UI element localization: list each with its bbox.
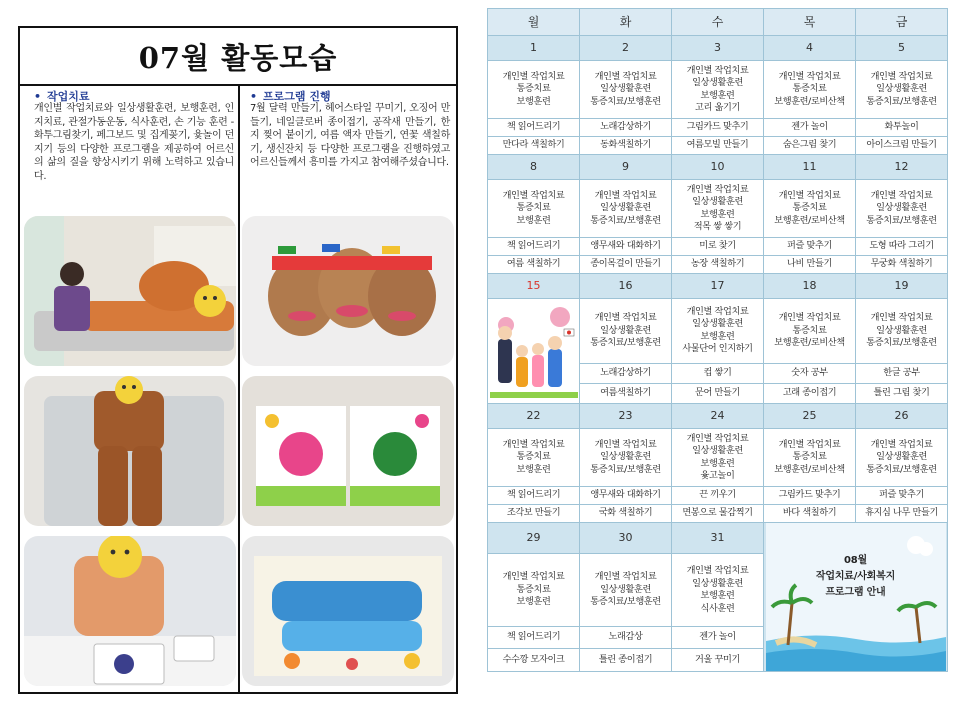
program-line: 통증치료	[792, 202, 827, 214]
activity-cell: 앵무새와 대화하기	[580, 487, 672, 505]
program-line: 통증치료/보행훈련	[590, 214, 661, 226]
activity-row	[488, 238, 948, 256]
photo-paper-masks	[242, 216, 454, 366]
program-line: 통증치료	[516, 583, 551, 595]
activity-cell: 젠가 놀이	[672, 626, 764, 649]
activity-cell: 퍼즐 맞추기	[856, 487, 948, 505]
date-row	[488, 36, 948, 61]
activity-row	[488, 487, 948, 505]
date-number: 22	[488, 404, 580, 429]
program-line: 보행훈련	[700, 208, 735, 220]
program-line: 개인별 작업치료	[594, 438, 657, 450]
activity-cell: 조각보 만들기	[488, 505, 580, 523]
program-line: 통증치료/보행훈련	[866, 337, 937, 349]
date-number: 25	[764, 404, 856, 429]
program-line: 개인별 작업치료	[778, 312, 841, 324]
photo-summer-poster	[242, 536, 454, 686]
title-box	[20, 28, 456, 86]
date-number: 30	[580, 523, 672, 554]
program-line: 통증치료/보행훈련	[866, 214, 937, 226]
program-line: 통증치료	[792, 451, 827, 463]
page-title: 07월 활동모습	[138, 40, 338, 75]
activity-cell: 바다 색칠하기	[764, 505, 856, 523]
activity-cell: 고래 종이접기	[764, 383, 856, 403]
date-number: 15	[488, 274, 580, 299]
program-line: 일상생활훈련	[600, 583, 651, 595]
program-line: 개인별 작업치료	[870, 312, 933, 324]
activity-cell: 동화색칠하기	[580, 137, 672, 155]
weekday-header: 화	[580, 9, 672, 36]
date-row	[488, 523, 948, 554]
date-number: 3	[672, 36, 764, 61]
activity-cell: 미로 찾기	[672, 238, 764, 256]
col1-heading: • 작업치료	[34, 90, 90, 103]
activity-cell: 책 읽어드리기	[488, 487, 580, 505]
activity-cell: 노래감상	[580, 626, 672, 649]
activity-row	[488, 256, 948, 274]
activity-cell: 책 읽어드리기	[488, 238, 580, 256]
program-line: 보행훈련/로비산책	[774, 463, 845, 475]
col2-text: 7월 달력 만들기, 헤어스타일 꾸미기, 오징어 만들기, 네일클로버 종이접기, 공작새 만들기, 한지 찢어 붙이기, 여름 액자 만들기, 연꽃 색칠하기, 생신잔치 등 다양한 프로그램을 진행하였고 어르신들께서 흥미를 가지고 참여해주셨습니다.	[250, 103, 450, 169]
program-row	[488, 429, 948, 487]
date-number: 18	[764, 274, 856, 299]
activity-cell: 노래감상하기	[580, 363, 672, 383]
program-cell	[488, 429, 580, 487]
program-cell	[580, 61, 672, 119]
program-cell	[580, 429, 672, 487]
program-row	[488, 299, 948, 364]
program-line: 보행훈련	[700, 590, 735, 602]
activity-cell: 노래감상하기	[580, 119, 672, 137]
activity-cell: 나비 만들기	[764, 256, 856, 274]
program-line: 개인별 작업치료	[594, 189, 657, 201]
bullet-icon: •	[34, 90, 42, 103]
activity-cell: 컵 쌓기	[672, 363, 764, 383]
program-line: 사물단어 인지하기	[682, 343, 753, 355]
calendar	[487, 8, 948, 710]
activity-cell: 책 읽어드리기	[488, 119, 580, 137]
program-cell	[856, 180, 948, 238]
program-cell	[580, 299, 672, 364]
activity-cell: 종이목걸이 만들기	[580, 256, 672, 274]
notice-line2: 작업치료/사회복지	[815, 571, 896, 582]
program-line: 개인별 작업치료	[502, 571, 565, 583]
column-divider	[238, 84, 240, 692]
holiday-illustration	[488, 299, 580, 404]
program-cell	[488, 61, 580, 119]
program-line: 개인별 작업치료	[778, 189, 841, 201]
program-cell	[856, 429, 948, 487]
program-line: 일상생활훈련	[876, 83, 927, 95]
program-row	[488, 61, 948, 119]
program-line: 적목 쌓 쌓기	[693, 221, 742, 232]
weekday-header: 금	[856, 9, 948, 36]
program-cell	[764, 429, 856, 487]
weekday-header: 목	[764, 9, 856, 36]
photo-compression-therapy	[24, 376, 236, 526]
program-line: 일상생활훈련	[600, 83, 651, 95]
activity-row	[488, 119, 948, 137]
activity-cell: 틀린 종이접기	[580, 649, 672, 672]
activity-cell: 젠가 놀이	[764, 119, 856, 137]
program-line: 일상생활훈련	[600, 202, 651, 214]
program-row	[488, 180, 948, 238]
program-line: 개인별 작업치료	[594, 70, 657, 82]
program-line: 개인별 작업치료	[686, 183, 749, 195]
activity-cell: 국화 색칠하기	[580, 505, 672, 523]
notice-text	[766, 553, 946, 601]
program-line: 고리 옮기기	[695, 102, 740, 113]
program-line: 보행훈련	[700, 457, 735, 469]
activity-cell: 문어 만들기	[672, 383, 764, 403]
program-line: 통증치료/보행훈련	[866, 95, 937, 107]
program-line: 개인별 작업치료	[686, 432, 749, 444]
program-cell	[488, 554, 580, 627]
program-line: 보행훈련/로비산책	[774, 214, 845, 226]
program-cell	[672, 429, 764, 487]
liberation-day-icon	[490, 299, 578, 403]
activity-report-panel	[18, 26, 458, 694]
calendar-table	[487, 8, 948, 672]
program-line: 보행훈련	[700, 89, 735, 101]
program-line: 일상생활훈련	[600, 451, 651, 463]
program-line: 일상생활훈련	[692, 445, 743, 456]
activity-cell: 책 읽어드리기	[488, 626, 580, 649]
notice-month: 08월	[844, 555, 867, 566]
weekday-header: 수	[672, 9, 764, 36]
program-line: 일상생활훈련	[600, 324, 651, 336]
activity-cell: 그림카드 맞추기	[764, 487, 856, 505]
activity-cell: 숨은그림 찾기	[764, 137, 856, 155]
august-program-notice	[764, 523, 948, 672]
program-line: 식사훈련	[700, 602, 735, 614]
program-cell	[856, 299, 948, 364]
program-line: 보행훈련/로비산책	[774, 337, 845, 349]
program-line: 개인별 작업치료	[778, 70, 841, 82]
program-line: 개인별 작업치료	[686, 565, 749, 577]
activity-cell: 무궁화 색칠하기	[856, 256, 948, 274]
notice-line3: 프로그램 안내	[825, 587, 886, 598]
program-cell	[672, 180, 764, 238]
date-row	[488, 274, 948, 299]
program-cell	[672, 61, 764, 119]
program-line: 보행훈련	[516, 214, 551, 226]
photo-card-matching	[24, 536, 236, 686]
activity-cell: 끈 끼우기	[672, 487, 764, 505]
program-line: 일상생활훈련	[692, 577, 743, 589]
program-line: 개인별 작업치료	[502, 438, 565, 450]
activity-cell: 도형 따라 그리기	[856, 238, 948, 256]
program-line: 개인별 작업치료	[778, 438, 841, 450]
program-line: 보행훈련	[516, 463, 551, 475]
program-line: 개인별 작업치료	[594, 571, 657, 583]
weekday-header: 월	[488, 9, 580, 36]
program-line: 보행훈련	[516, 95, 551, 107]
program-line: 개인별 작업치료	[502, 70, 565, 82]
program-line: 통증치료/보행훈련	[590, 95, 661, 107]
activity-cell: 여름색칠하기	[580, 383, 672, 403]
activity-cell: 여름모빌 만들기	[672, 137, 764, 155]
activity-cell: 화투놀이	[856, 119, 948, 137]
program-line: 통증치료	[516, 83, 551, 95]
program-line: 개인별 작업치료	[686, 305, 749, 317]
program-cell	[764, 61, 856, 119]
program-cell	[764, 299, 856, 364]
photo-coloring-pages	[242, 376, 454, 526]
program-line: 개인별 작업치료	[594, 312, 657, 324]
date-number: 26	[856, 404, 948, 429]
notice-wrapper	[766, 523, 946, 671]
activity-cell: 휴지심 나무 만들기	[856, 505, 948, 523]
activity-cell: 한글 공부	[856, 363, 948, 383]
program-cell	[580, 180, 672, 238]
date-number: 12	[856, 155, 948, 180]
program-line: 보행훈련	[700, 330, 735, 342]
program-line: 개인별 작업치료	[870, 189, 933, 201]
program-line: 일상생활훈련	[692, 318, 743, 330]
program-line: 통증치료	[792, 324, 827, 336]
date-number: 11	[764, 155, 856, 180]
date-number: 10	[672, 155, 764, 180]
program-line: 개인별 작업치료	[870, 70, 933, 82]
activity-cell: 아이스크림 만들기	[856, 137, 948, 155]
date-number: 1	[488, 36, 580, 61]
activity-cell: 앵무새와 대화하기	[580, 238, 672, 256]
activity-cell: 여름 색칠하기	[488, 256, 580, 274]
date-number: 8	[488, 155, 580, 180]
activity-cell: 틀린 그림 찾기	[856, 383, 948, 403]
program-line: 통증치료	[792, 83, 827, 95]
activity-cell: 숫자 공부	[764, 363, 856, 383]
program-line: 보행훈련	[516, 596, 551, 608]
activity-cell: 농장 색칠하기	[672, 256, 764, 274]
date-row	[488, 404, 948, 429]
activity-cell: 그림카드 맞추기	[672, 119, 764, 137]
program-line: 개인별 작업치료	[502, 189, 565, 201]
col2-heading: • 프로그램 진행	[250, 90, 331, 103]
date-number: 24	[672, 404, 764, 429]
weekday-header-row	[488, 9, 948, 36]
date-number: 31	[672, 523, 764, 554]
program-cell	[856, 61, 948, 119]
program-line: 일상생활훈련	[876, 202, 927, 214]
date-number: 2	[580, 36, 672, 61]
program-line: 일상생활훈련	[692, 77, 743, 88]
program-cell	[672, 299, 764, 364]
date-number: 29	[488, 523, 580, 554]
program-line: 일상생활훈련	[876, 324, 927, 336]
date-number: 23	[580, 404, 672, 429]
program-line: 통증치료/보행훈련	[590, 463, 661, 475]
date-number: 19	[856, 274, 948, 299]
photo-occupational-therapy-bed	[24, 216, 236, 366]
program-line: 보행훈련/로비산책	[774, 95, 845, 107]
program-cell	[672, 554, 764, 627]
program-line: 통증치료	[516, 451, 551, 463]
activity-row	[488, 137, 948, 155]
program-line: 통증치료/보행훈련	[590, 337, 661, 349]
date-number: 9	[580, 155, 672, 180]
program-line: 개인별 작업치료	[686, 64, 749, 76]
activity-cell: 만다라 색칠하기	[488, 137, 580, 155]
date-number: 5	[856, 36, 948, 61]
program-cell	[488, 180, 580, 238]
activity-row	[488, 505, 948, 523]
date-number: 17	[672, 274, 764, 299]
program-cell	[580, 554, 672, 627]
program-line: 통증치료	[516, 202, 551, 214]
activity-cell: 거울 꾸미기	[672, 649, 764, 672]
program-cell	[764, 180, 856, 238]
activity-cell: 퍼즐 맞추기	[764, 238, 856, 256]
date-number: 4	[764, 36, 856, 61]
bullet-icon: •	[250, 90, 258, 103]
program-line: 윷고놀이	[700, 470, 735, 481]
activity-cell: 면봉으로 물감찍기	[672, 505, 764, 523]
col1-text: 개인별 작업치료와 일상생활훈련, 보행훈련, 인지치료, 관절가동운동, 식사훈련, 손 기능 훈련 -화투그림찾기, 페그보드 및 집게꽂기, 윷놀이 던지기 등의 다양한 프로그램을 제공하여 어르신의 삶의 질을 향상시키기 위해 노력하고 있습니다.	[34, 103, 234, 182]
date-number: 16	[580, 274, 672, 299]
date-row	[488, 155, 948, 180]
program-line: 일상생활훈련	[692, 196, 743, 207]
program-line: 일상생활훈련	[876, 451, 927, 463]
program-line: 통증치료/보행훈련	[866, 463, 937, 475]
program-line: 개인별 작업치료	[870, 438, 933, 450]
program-line: 통증치료/보행훈련	[590, 596, 661, 608]
activity-cell: 수수깡 모자이크	[488, 649, 580, 672]
